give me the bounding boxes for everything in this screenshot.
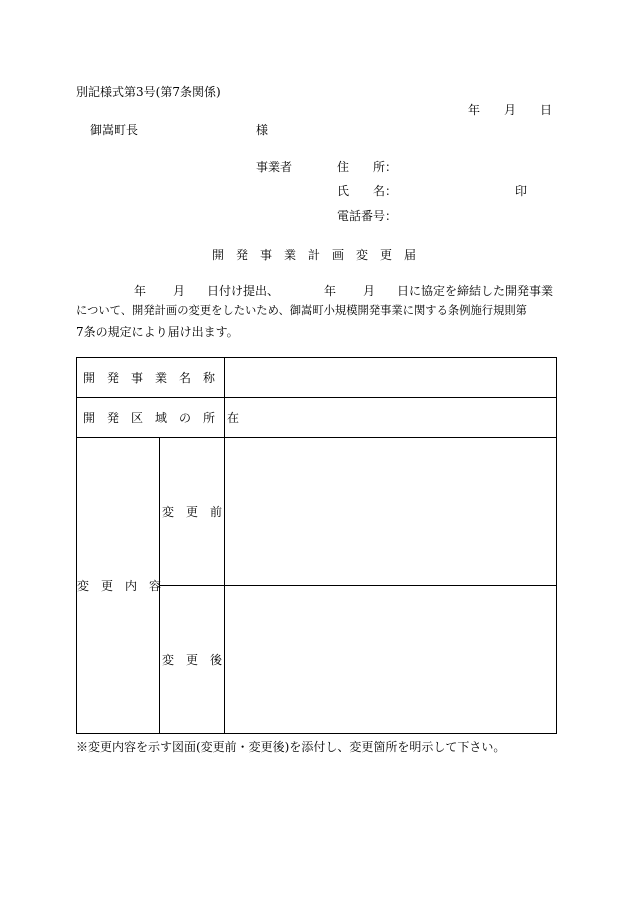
- body-year-1: 年: [134, 284, 147, 298]
- date-day-label: 日: [540, 103, 553, 117]
- address-label: 住 所：: [337, 160, 398, 174]
- change-before-row: [77, 438, 557, 586]
- body-line-3: 7条の規定により届け出ます。: [76, 325, 239, 339]
- body-year-2: 年: [324, 284, 337, 298]
- before-field[interactable]: [225, 438, 557, 586]
- phone-label: 電話番号：: [337, 209, 398, 223]
- applicant-title: 事業者: [256, 160, 293, 174]
- form-number: 別記様式第3号(第7条関係): [76, 85, 221, 99]
- recipient-honorific: 様: [256, 123, 269, 137]
- attachment-note: ※変更内容を示す図面(変更前・変更後)を添付し、変更箇所を明示して下さい。: [76, 740, 506, 754]
- date-month-label: 月: [504, 103, 517, 117]
- body-month-1: 月: [173, 284, 186, 298]
- change-form-table: [76, 357, 557, 734]
- body-text-1: 日付け提出、: [207, 284, 280, 298]
- after-field[interactable]: [225, 586, 557, 734]
- project-name-label: 開 発 事 業 名 称: [77, 358, 225, 398]
- name-label: 氏 名：: [337, 184, 398, 198]
- location-row: [77, 398, 557, 438]
- project-name-field[interactable]: [225, 358, 557, 398]
- body-text-2: 日に協定を締結した開発事業: [397, 284, 554, 298]
- location-label: 開 発 区 域 の 所 在: [77, 398, 225, 438]
- before-label: 変 更 前: [160, 438, 225, 586]
- project-name-row: [77, 358, 557, 398]
- body-line-2: について、開発計画の変更をしたいため、御嵩町小規模開発事業に関する条例施行規則第: [76, 304, 527, 317]
- after-label: 変 更 後: [160, 586, 225, 734]
- change-content-label: 変 更 内 容: [77, 438, 160, 734]
- body-month-2: 月: [363, 284, 376, 298]
- location-field[interactable]: [225, 398, 557, 438]
- document-title: 開 発 事 業 計 画 変 更 届: [212, 248, 417, 262]
- seal-mark: 印: [515, 184, 528, 198]
- recipient-name: 御嵩町長: [90, 123, 139, 137]
- date-year-label: 年: [468, 103, 481, 117]
